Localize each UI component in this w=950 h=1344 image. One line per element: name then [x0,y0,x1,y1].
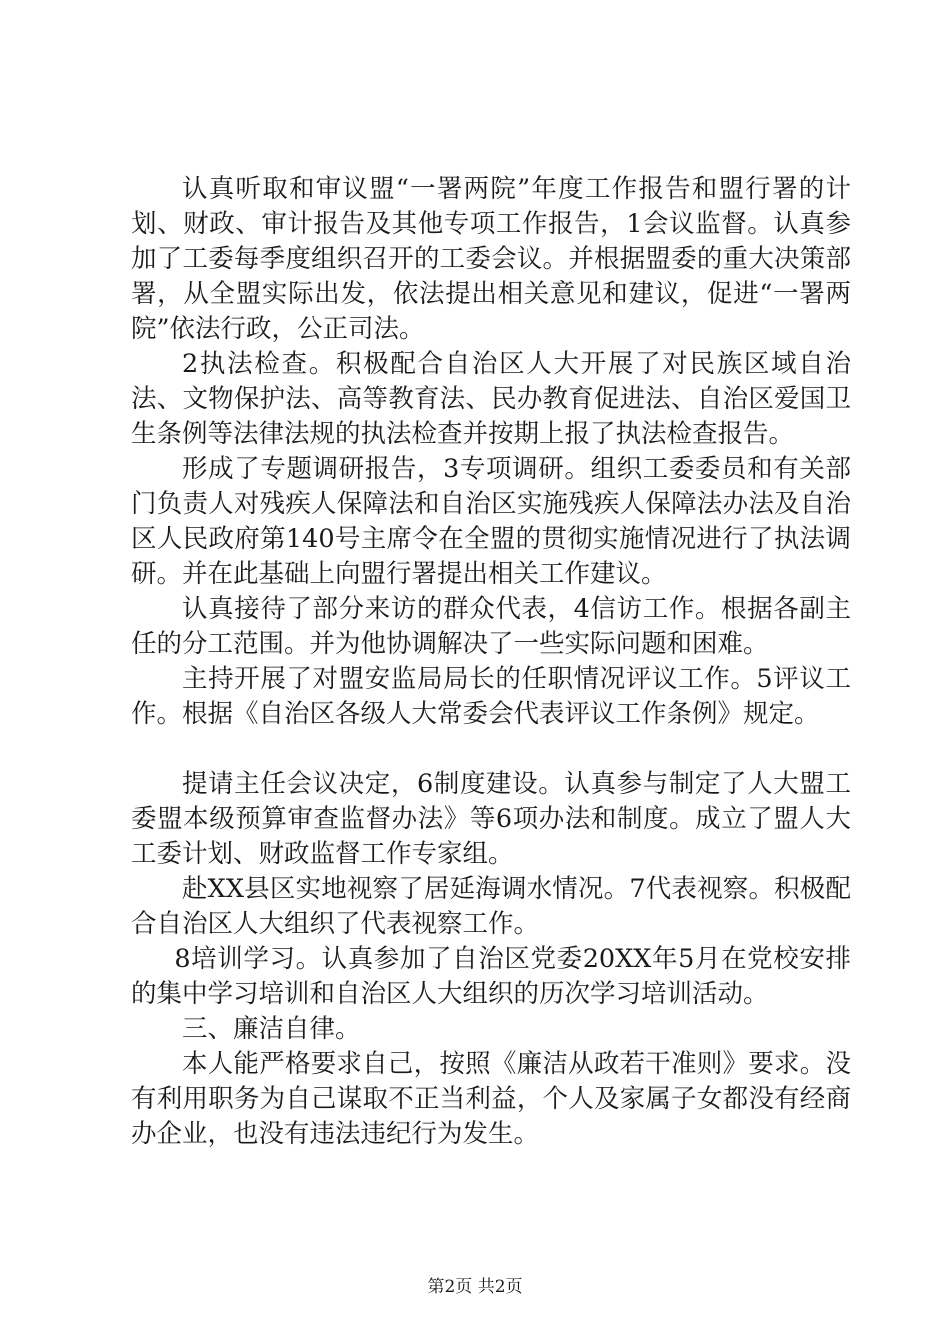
paragraph-special-research: 形成了专题调研报告，3专项调研。组织工委委员和有关部门负责人对残疾人保障法和自治区实施残疾人保障法办法及自治区人民政府第140号主席令在全盟的贯彻实施情况进行了执法调研。并在此基础上向盟行署提出相关工作建议。 [131,454,851,589]
section-heading-integrity: 三、廉洁自律。 [182,1014,361,1044]
paragraph-meeting-supervision: 认真听取和审议盟“一署两院”年度工作报告和盟行署的计划、财政、审计报告及其他专项工作报告，1会议监督。认真参加了工委每季度组织召开的工委会议。并根据盟委的重大决策部署，从全盟实际出发，依法提出相关意见和建议，促进“一署两院”依法行政，公正司法。 [131,174,851,344]
page-number-footer: 第2页 共2页 [427,1277,523,1297]
paragraph-petition-work: 认真接待了部分来访的群众代表，4信访工作。根据各副主任的分工范围。并为他协调解决了一些实际问题和困难。 [131,594,851,659]
paragraph-representative-inspection: 赴XX县区实地视察了居延海调水情况。7代表视察。积极配合自治区人大组织了代表视察工作。 [131,874,851,939]
paragraph-law-enforcement-inspection: 2执法检查。积极配合自治区人大开展了对民族区域自治法、文物保护法、高等教育法、民办教育促进法、自治区爱国卫生条例等法律法规的执法检查并按期上报了执法检查报告。 [131,349,851,449]
paragraph-training-study: 8培训学习。认真参加了自治区党委20XX年5月在党校安排的集中学习培训和自治区人大组织的历次学习培训活动。 [131,944,851,1009]
paragraph-system-building: 提请主任会议决定，6制度建设。认真参与制定了人大盟工委盟本级预算审查监督办法》等6项办法和制度。成立了盟人大工委计划、财政监督工作专家组。 [131,769,851,869]
paragraph-integrity: 本人能严格要求自己，按照《廉洁从政若干准则》要求。没有利用职务为自己谋取不正当利益，个人及家属子女都没有经商办企业，也没有违法违纪行为发生。 [131,1049,851,1149]
paragraph-evaluation-work: 主持开展了对盟安监局局长的任职情况评议工作。5评议工作。根据《自治区各级人大常委会代表评议工作条例》规定。 [131,664,851,729]
document-body [131,172,851,1152]
